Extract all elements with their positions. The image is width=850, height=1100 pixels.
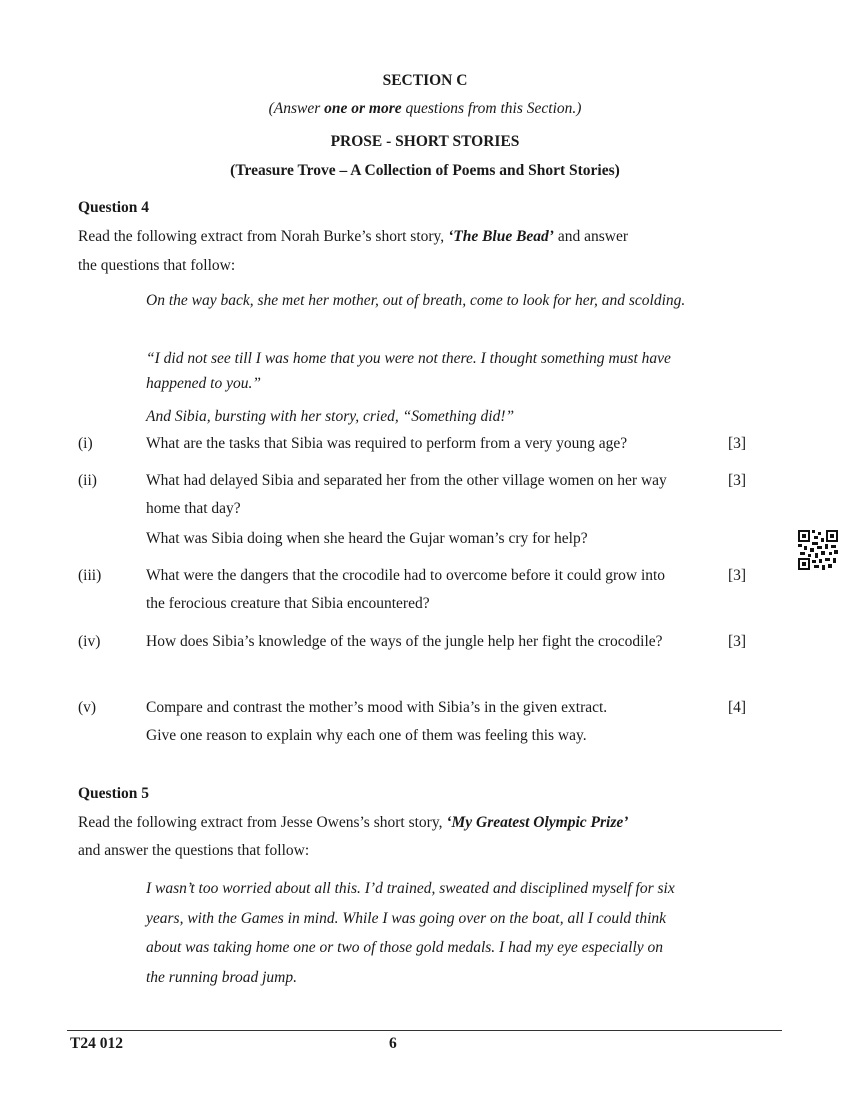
item-question-continued: What was Sibia doing when she heard the Gujar woman’s cry for help? bbox=[146, 530, 588, 547]
item-marks: [3] bbox=[728, 567, 747, 584]
intro-text: Read the following extract from Norah Burke’s short story, bbox=[78, 228, 449, 245]
question-4-label: Question 4 bbox=[78, 199, 150, 216]
qr-code-icon bbox=[798, 530, 838, 570]
page-number: 6 bbox=[389, 1035, 397, 1052]
item-marks: [3] bbox=[728, 435, 747, 452]
intro-text-end: and answer bbox=[553, 228, 628, 245]
intro-text: Read the following extract from Jesse Owens’s short story, bbox=[78, 814, 447, 831]
item-marks: [3] bbox=[728, 472, 747, 489]
item-question: What are the tasks that Sibia was required to perform from a very young age? bbox=[146, 435, 628, 452]
item-question: What had delayed Sibia and separated her from the other village women on her way home that day? bbox=[146, 472, 667, 517]
paper-code: T24 012 bbox=[70, 1035, 123, 1052]
item-marks: [3] bbox=[728, 633, 747, 650]
item-number: (i) bbox=[78, 435, 93, 452]
story-title: ‘The Blue Bead’ bbox=[448, 228, 554, 245]
item-question: What were the dangers that the crocodile had to overcome before it could grow into the ferocious creature that Sibia encountered? bbox=[146, 567, 666, 612]
item-marks: [4] bbox=[728, 699, 747, 716]
extract-paragraph: I wasn’t too worried about all this. I’d trained, sweated and disciplined myself for six years, with the Games in mind. While I was going over on the boat, all I could think about was taking home one or two of those gold medals. I had my eye especially on the running broad jump. bbox=[146, 880, 675, 986]
instruction-pre: (Answer bbox=[268, 100, 325, 117]
item-number: (ii) bbox=[78, 472, 97, 489]
story-title: ‘My Greatest Olympic Prize’ bbox=[446, 814, 629, 831]
section-subtitle: PROSE - SHORT STORIES bbox=[330, 133, 520, 150]
question-4-intro-line2: the questions that follow: bbox=[78, 257, 236, 274]
question-5-label: Question 5 bbox=[78, 785, 150, 802]
item-question-continued: Give one reason to explain why each one of them was feeling this way. bbox=[146, 727, 587, 744]
extract-paragraph: “I did not see till I was home that you were not there. I thought something must have happened to you.” bbox=[146, 350, 671, 392]
extract-paragraph: On the way back, she met her mother, out of breath, come to look for her, and scolding. bbox=[146, 292, 686, 309]
question-5-intro-line2: and answer the questions that follow: bbox=[78, 842, 310, 859]
item-number: (iv) bbox=[78, 633, 101, 650]
extract-paragraph: And Sibia, bursting with her story, cried, “Something did!” bbox=[146, 408, 515, 425]
item-number: (v) bbox=[78, 699, 97, 716]
question-5-intro bbox=[78, 814, 678, 832]
section-instruction bbox=[0, 100, 850, 118]
item-question: Compare and contrast the mother’s mood with Sibia’s in the given extract. bbox=[146, 699, 608, 716]
instruction-emphasis: one or more bbox=[324, 100, 402, 117]
item-number: (iii) bbox=[78, 567, 102, 584]
section-title: SECTION C bbox=[382, 72, 468, 89]
instruction-post: questions from this Section.) bbox=[401, 100, 582, 117]
question-4-intro bbox=[78, 228, 678, 246]
footer-divider bbox=[67, 1030, 782, 1031]
book-title: (Treasure Trove – A Collection of Poems and Short Stories) bbox=[230, 162, 620, 179]
item-question: How does Sibia’s knowledge of the ways of the jungle help her fight the crocodile? bbox=[146, 633, 663, 650]
